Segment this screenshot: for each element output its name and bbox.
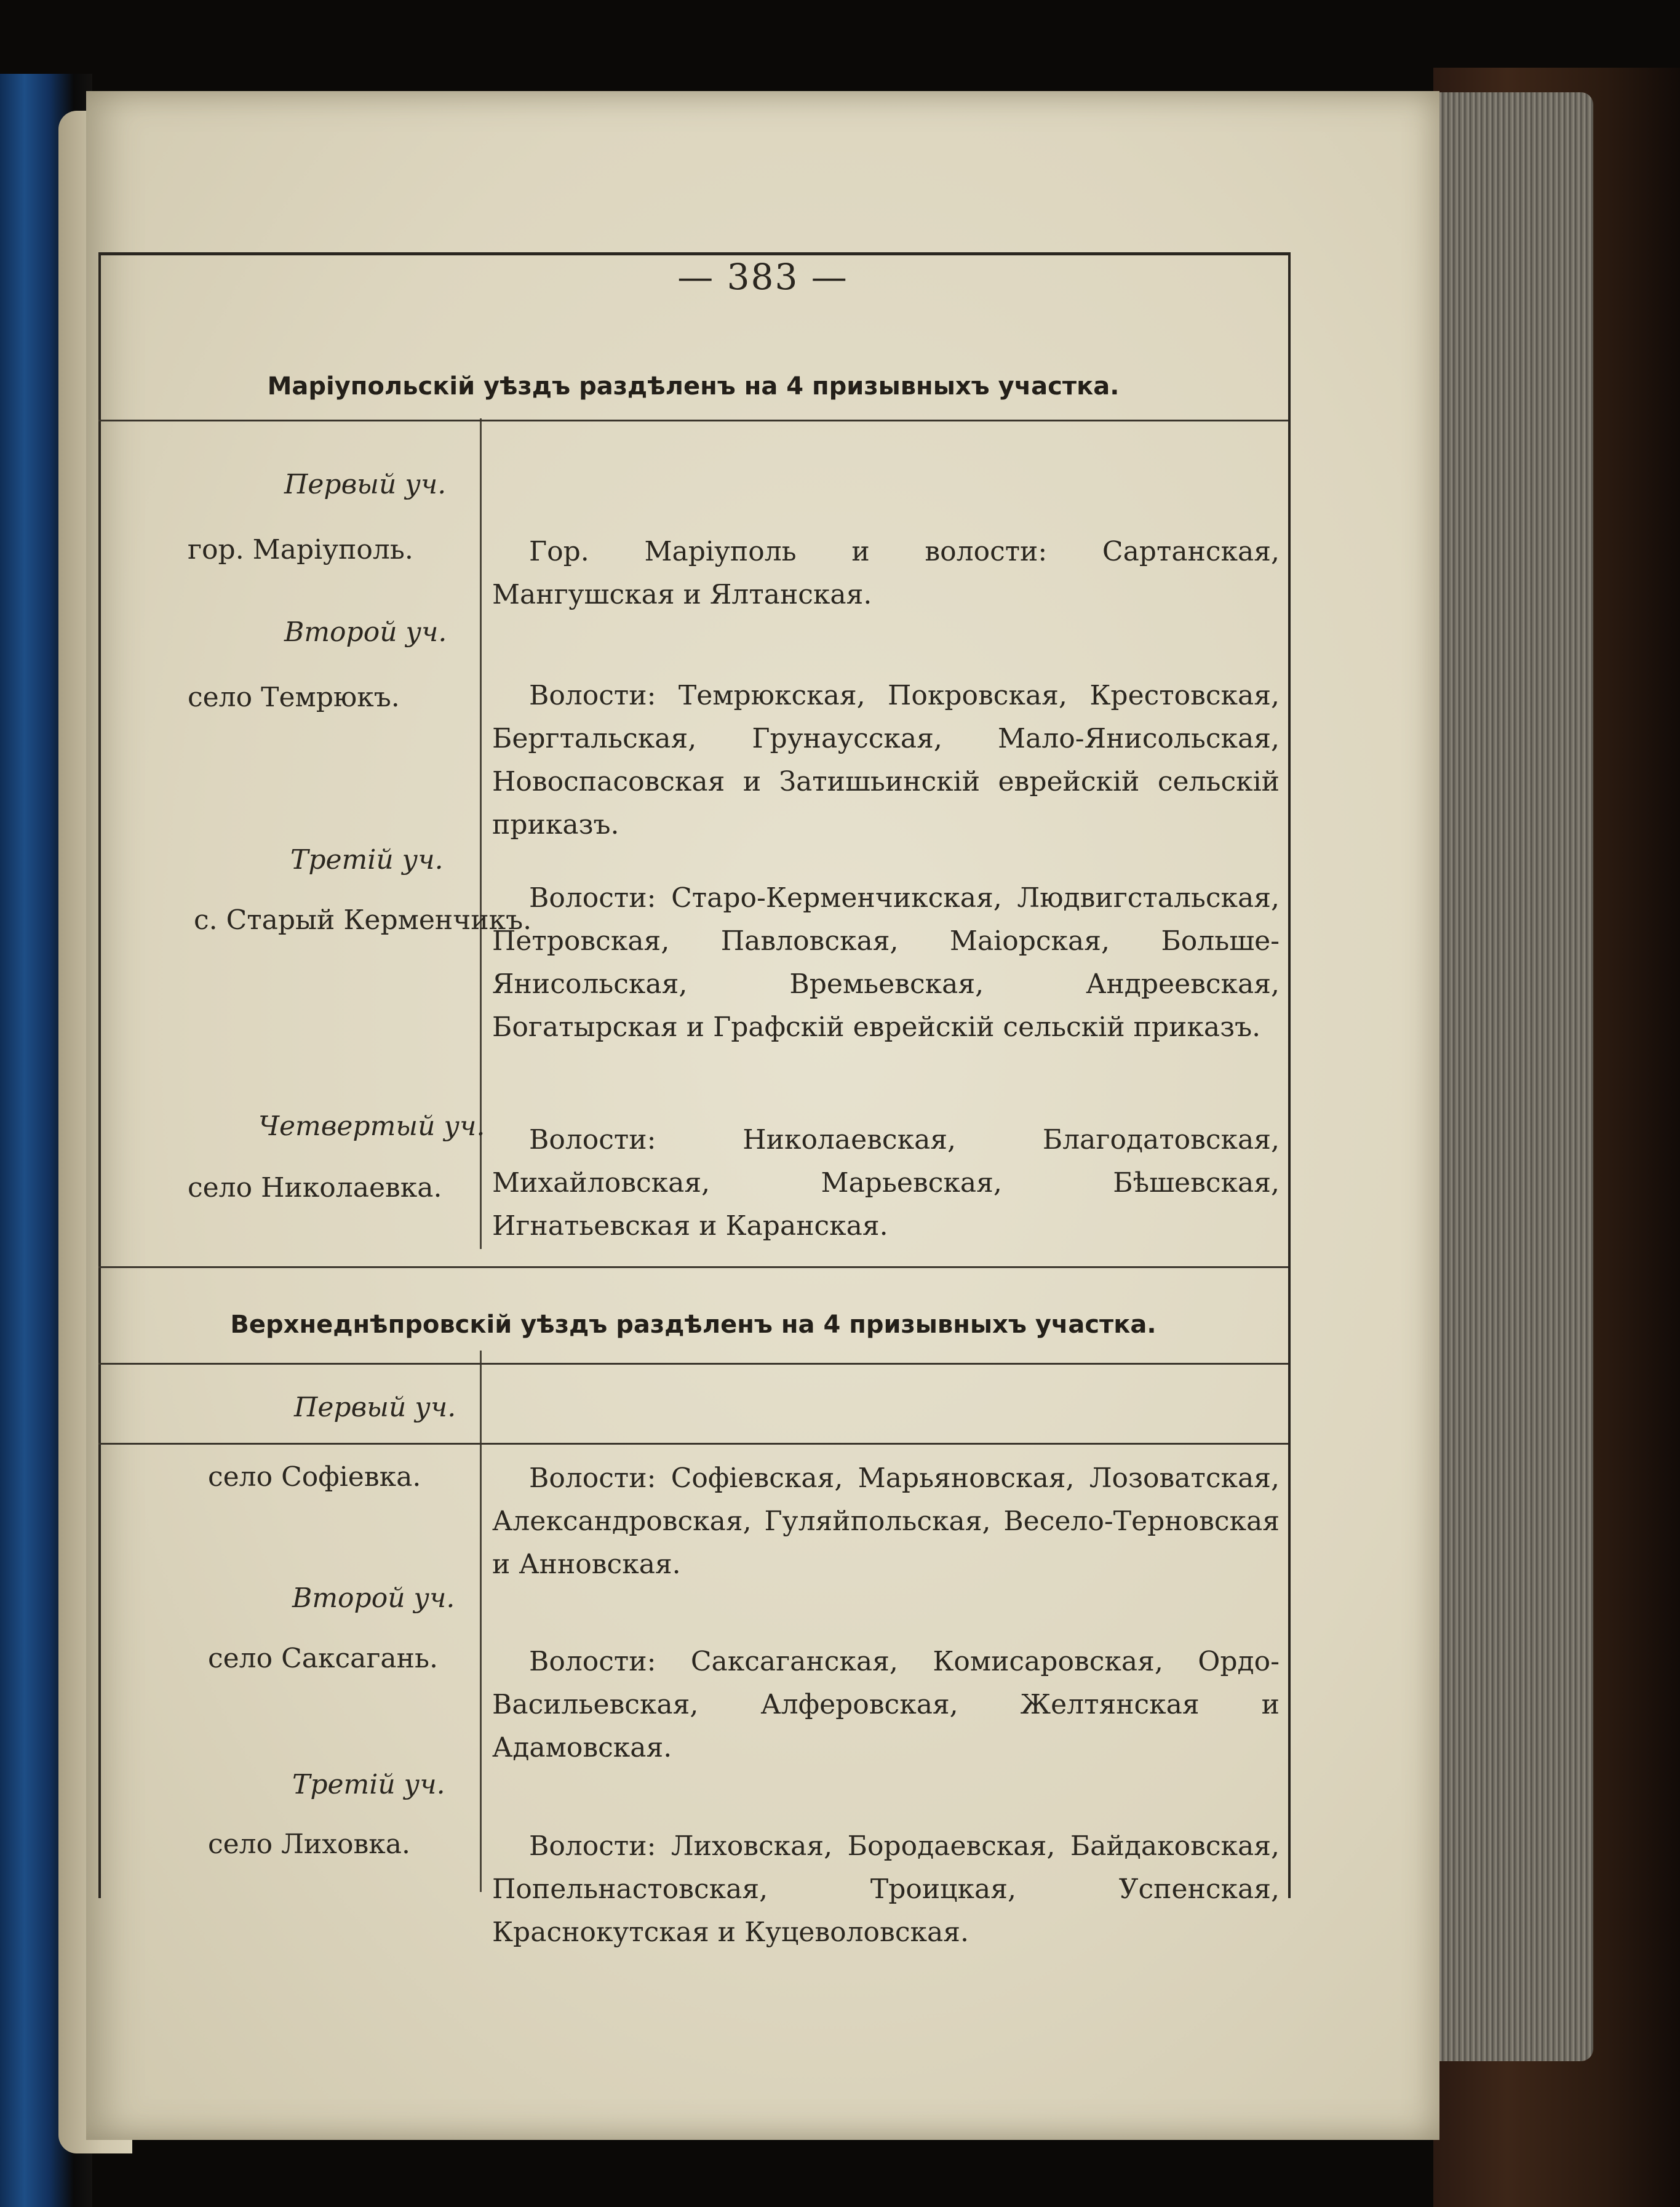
- place-name: гор. Маріуполь.: [188, 534, 413, 565]
- volost-list: Волости: Саксаганская, Комисаровская, Ордо-Васильевская, Алферовская, Желтянская и Адамовская.: [492, 1646, 1280, 1763]
- row-divider: [98, 1443, 1288, 1445]
- district-label: Первый уч.: [284, 469, 447, 500]
- district-label: Третій уч.: [290, 844, 444, 876]
- district-label: Второй уч.: [292, 1582, 455, 1614]
- section-heading-verkhnedneprovsk: Верхнеднѣпровскій уѣздъ раздѣленъ на 4 призывныхъ участка.: [230, 1311, 1156, 1339]
- place-name: село Николаевка.: [188, 1172, 442, 1203]
- place-name: с. Старый Керменчикъ.: [194, 904, 532, 936]
- volost-list: Гор. Маріуполь и волости: Сартанская, Мангушская и Ялтанская.: [492, 536, 1280, 610]
- volost-list: Волости: Темрюкская, Покровская, Крестовская, Бергтальская, Грунаусская, Мало-Янисольская, Новоспасовская и Затишьинскій еврейскій сельскій приказъ.: [492, 680, 1280, 840]
- volost-list: Волости: Старо-Керменчикская, Людвигстальская, Петровская, Павловская, Маіорская, Больше-Янисольская, Времьевская, Андреевская, Богатырская и Графскій еврейскій сельскій приказъ.: [492, 882, 1280, 1043]
- district-label: Четвертый уч.: [258, 1111, 485, 1142]
- column-divider-verkhnedneprovsk: [480, 1351, 482, 1892]
- heading-divider-verkhnedneprovsk: [98, 1363, 1288, 1365]
- place-name: село Саксагань.: [208, 1643, 438, 1674]
- volost-list: Волости: Софіевская, Марьяновская, Лозоватская, Александровская, Гуляйпольская, Весело-Терновская и Анновская.: [492, 1463, 1280, 1580]
- heading-divider-mariupol: [98, 420, 1288, 421]
- section-heading-mariupol: Маріупольскій уѣздъ раздѣленъ на 4 призывныхъ участка.: [267, 372, 1120, 401]
- place-name: село Лиховка.: [208, 1829, 410, 1860]
- place-name: село Темрюкъ.: [188, 682, 400, 713]
- place-name: село Софіевка.: [208, 1461, 421, 1493]
- district-label: Первый уч.: [294, 1392, 456, 1423]
- page-edges-right: [1433, 92, 1593, 2061]
- district-label: Третій уч.: [292, 1769, 445, 1800]
- district-label: Второй уч.: [284, 617, 447, 648]
- page-number: — 383 —: [677, 256, 848, 298]
- volost-list: Волости: Николаевская, Благодатовская, Михайловская, Марьевская, Бѣшевская, Игнатьевская и Каранская.: [492, 1124, 1280, 1242]
- section-divider: [98, 1266, 1288, 1268]
- volost-list: Волости: Лиховская, Бородаевская, Байдаковская, Попельнастовская, Троицкая, Успенская, Краснокутская и Куцеволовская.: [492, 1830, 1280, 1948]
